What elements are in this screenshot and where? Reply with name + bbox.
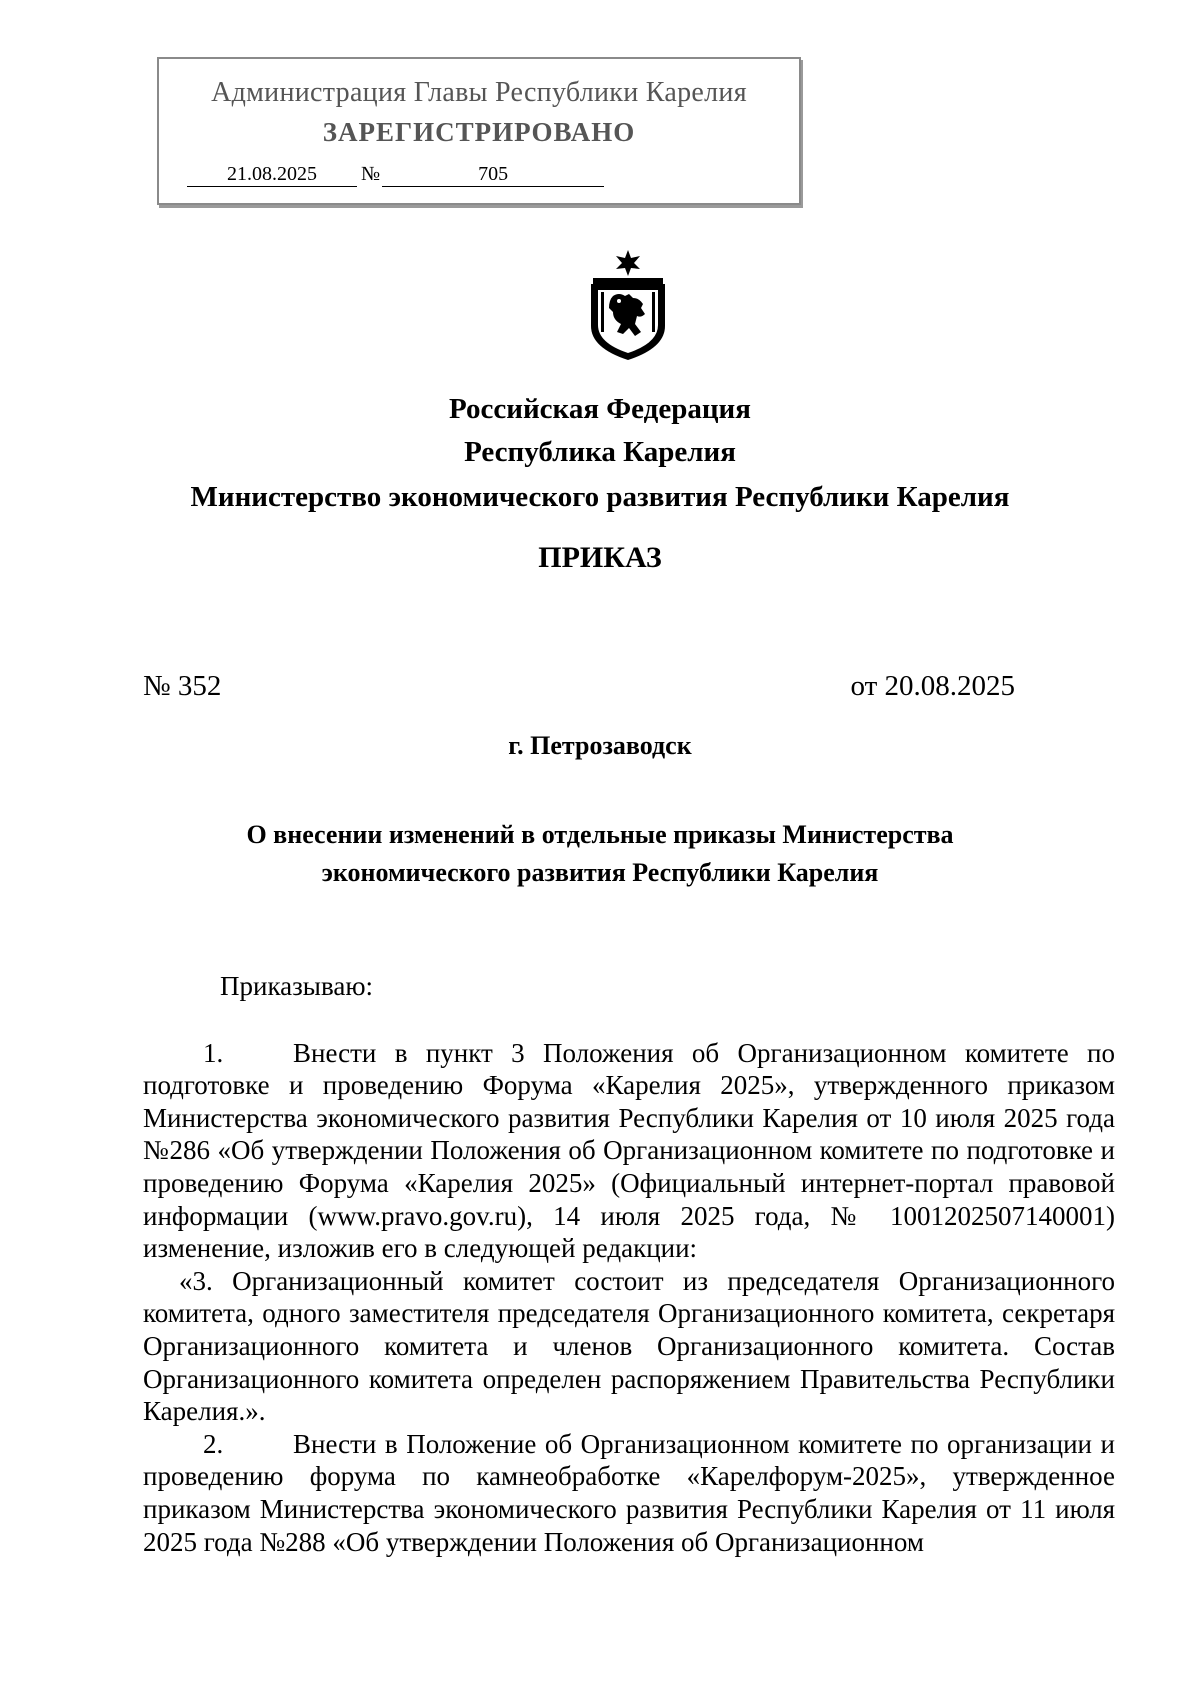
order-item-1	[143, 1037, 1115, 1265]
header-republic: Республика Карелия	[464, 436, 736, 468]
order-subject	[0, 816, 1200, 892]
subject-line-1: О внесении изменений в отдельные приказы Министерства	[246, 820, 954, 849]
karelia-coat-of-arms-icon	[583, 248, 673, 362]
order-date: от 20.08.2025	[850, 670, 1015, 702]
stamp-status: ЗАРЕГИСТРИРОВАНО	[322, 117, 636, 147]
item-1-number: 1.	[203, 1037, 224, 1068]
document-body	[143, 970, 1115, 1558]
item-2-text: Внести в Положение об Организационном комитете по организации и проведению форума по камнеобработке «Карелфорум-2025», утвержденное приказом Министерства экономического развития Республики Карелия от 11 июля 2025 года №288 «Об утверждении Положения об Организационном	[143, 1428, 1115, 1557]
stamp-number-sign: №	[361, 163, 381, 185]
header-ministry: Министерство экономического развития Республики Карелия	[190, 481, 1010, 513]
order-item-2	[143, 1428, 1115, 1558]
order-city: г. Петрозаводск	[508, 731, 692, 760]
stamp-registration-row	[187, 163, 604, 187]
order-greeting: Приказываю:	[220, 971, 373, 1001]
item-1-text: Внести в пункт 3 Положения об Организационном комитете по подготовке и проведению Форума «Карелия 2025», утвержденного приказом Министерства экономического развития Республики Карелия от 10 июля 2025 года №286 «Об утверждении Положения об Организационном комитете по подготовке и проведению Форума «Карелия 2025» (Официальный интернет-портал правовой информации (www.pravo.gov.ru), 14 июля 2025 года, № 1001202507140001) изменение, изложив его в следующей редакции:	[143, 1037, 1115, 1264]
stamp-number: 705	[382, 163, 604, 187]
item-2-number: 2.	[203, 1428, 224, 1459]
document-type-title: ПРИКАЗ	[538, 541, 662, 574]
stamp-organization: Администрация Главы Республики Карелия	[211, 77, 747, 108]
header-country: Российская Федерация	[449, 393, 751, 425]
order-number: № 352	[143, 670, 222, 702]
registration-stamp	[157, 57, 801, 205]
order-item-1-quote: «3. Организационный комитет состоит из председателя Организационного комитета, одного заместителя председателя Организационного комитета, секретаря Организационного комитета и членов Организационного комитета. Состав Организационного комитета определен распоряжением Правительства Республики Карелия.».	[143, 1265, 1115, 1427]
subject-line-2: экономического развития Республики Карелия	[321, 858, 879, 887]
stamp-date: 21.08.2025	[187, 163, 357, 187]
